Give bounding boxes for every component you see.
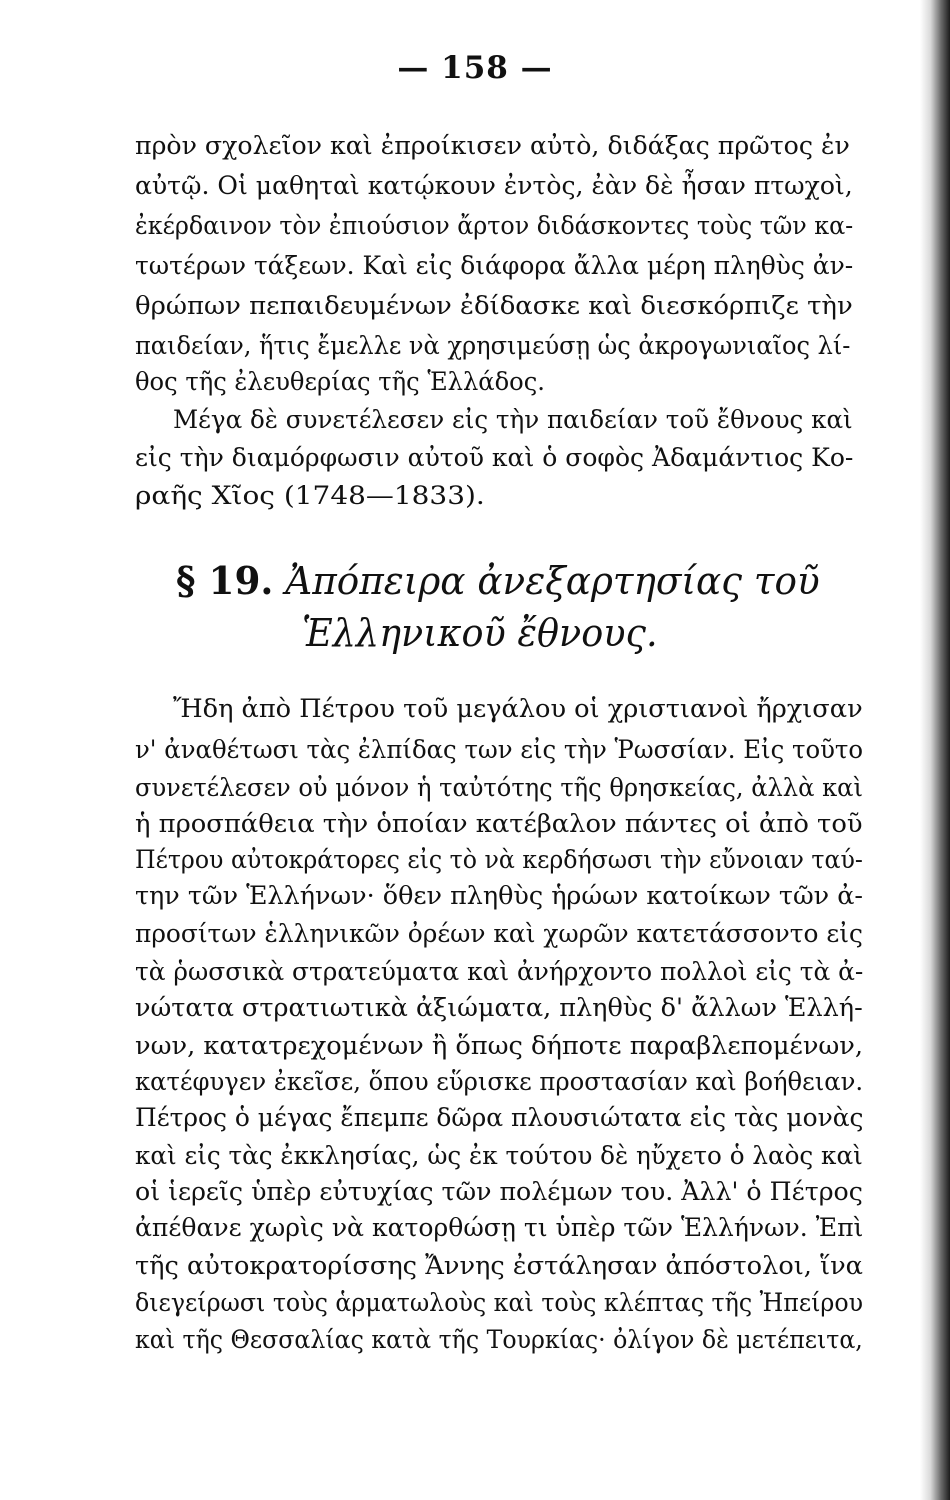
text-line: Μέγα δὲ συνετέλεσεν εἰς τὴν παιδείαν τοῦ ἔθνους καὶ: [173, 405, 853, 434]
section-heading: [176, 558, 820, 604]
text-line: θος τῆς ἐλευθερίας τῆς Ἑλλάδος.: [135, 367, 545, 396]
text-line: εἰς τὴν διαμόρφωσιν αὐτοῦ καὶ ὁ σοφὸς Ἀδαμάντιος Κο-: [135, 443, 854, 472]
text-line: καὶ εἰς τὰς ἐκκλησίας, ὡς ἐκ τούτου δὲ ηὔχετο ὁ λαὸς καὶ: [135, 1141, 863, 1170]
text-line: τωτέρων τάξεων. Καὶ εἰς διάφορα ἄλλα μέρη πληθὺς ἀν-: [135, 251, 854, 280]
text-line: Ἤδη ἀπὸ Πέτρου τοῦ μεγάλου οἱ χριστιανοὶ ἤρχισαν: [173, 694, 863, 723]
text-line: κατέφυγεν ἐκεῖσε, ὅπου εὕρισκε προστασίαν καὶ βοήθειαν.: [135, 1067, 864, 1096]
text-line: ἐκέρδαινον τὸν ἐπιούσιον ἄρτον διδάσκοντες τοὺς τῶν κα-: [135, 211, 854, 240]
text-line: διεγείρωσι τοὺς ἁρματωλοὺς καὶ τοὺς κλέπτας τῆς Ἠπείρου: [135, 1288, 864, 1317]
text-line: νώτατα στρατιωτικὰ ἀξιώματα, πληθὺς δ' ἄλλων Ἑλλή-: [135, 993, 863, 1022]
section-title-line-2: Ἑλληνικοῦ ἔθνους.: [302, 611, 658, 655]
text-line: Πέτρου αὐτοκράτορες εἰς τὸ νὰ κερδήσωσι τὴν εὔνοιαν ταύ-: [135, 845, 863, 874]
text-line: ἡ προσπάθεια τὴν ὁποίαν κατέβαλον πάντες οἱ ἀπὸ τοῦ: [135, 809, 863, 838]
section-number: § 19.: [176, 558, 274, 603]
text-line: ν' ἀναθέτωσι τὰς ἐλπίδας των εἰς τὴν Ῥωσσίαν. Εἰς τοῦτο: [135, 735, 864, 764]
text-line: ἀπέθανε χωρὶς νὰ κατορθώσῃ τι ὑπὲρ τῶν Ἑλλήνων. Ἐπὶ: [135, 1213, 864, 1242]
section-title-line-1: Ἀπόπειρα ἀνεξαρτησίας τοῦ: [285, 559, 820, 603]
text-line: Πέτρος ὁ μέγας ἔπεμπε δῶρα πλουσιώτατα εἰς τὰς μονὰς: [135, 1103, 864, 1132]
text-line: παιδείαν, ἥτις ἔμελλε νὰ χρησιμεύσῃ ὡς ἀκρογωνιαῖος λί-: [135, 331, 851, 360]
text-line: πρὸν σχολεῖον καὶ ἐπροίκισεν αὐτὸ, διδάξας πρῶτος ἐν: [135, 131, 850, 160]
text-line: αὐτῷ. Οἱ μαθηταὶ κατῴκουν ἐντὸς, ἐὰν δὲ ἦσαν πτωχοὶ,: [135, 171, 853, 200]
text-line: νων, κατατρεχομένων ἢ ὅπως δήποτε παραβλεπομένων,: [135, 1031, 864, 1060]
page-number: — 158 —: [397, 50, 553, 86]
text-line: συνετέλεσεν οὐ μόνον ἡ ταὐτότης τῆς θρησκείας, ἀλλὰ καὶ: [135, 773, 863, 802]
text-line: θρώπων πεπαιδευμένων ἐδίδασκε καὶ διεσκόρπιζε τὴν: [135, 291, 853, 320]
text-line: την τῶν Ἑλλήνων· ὅθεν πληθὺς ἡρώων κατοίκων τῶν ἀ-: [135, 881, 863, 910]
text-line: καὶ τῆς Θεσσαλίας κατὰ τῆς Τουρκίας· ὀλίγον δὲ μετέπειτα,: [135, 1325, 863, 1354]
text-line: τῆς αὐτοκρατορίσσης Ἄννης ἐστάλησαν ἀπόστολοι, ἵνα: [135, 1251, 863, 1280]
text-line: προσίτων ἑλληνικῶν ὀρέων καὶ χωρῶν κατετάσσοντο εἰς: [135, 919, 863, 948]
text-line: τὰ ῥωσσικὰ στρατεύματα καὶ ἀνήρχοντο πολλοὶ εἰς τὰ ἀ-: [135, 957, 864, 986]
page-edge-shadow: [920, 0, 950, 1500]
text-line: οἱ ἱερεῖς ὑπὲρ εὐτυχίας τῶν πολέμων του. Ἀλλ' ὁ Πέτρος: [135, 1177, 863, 1206]
text-line: ραῆς Χῖος (1748—1833).: [135, 481, 485, 510]
